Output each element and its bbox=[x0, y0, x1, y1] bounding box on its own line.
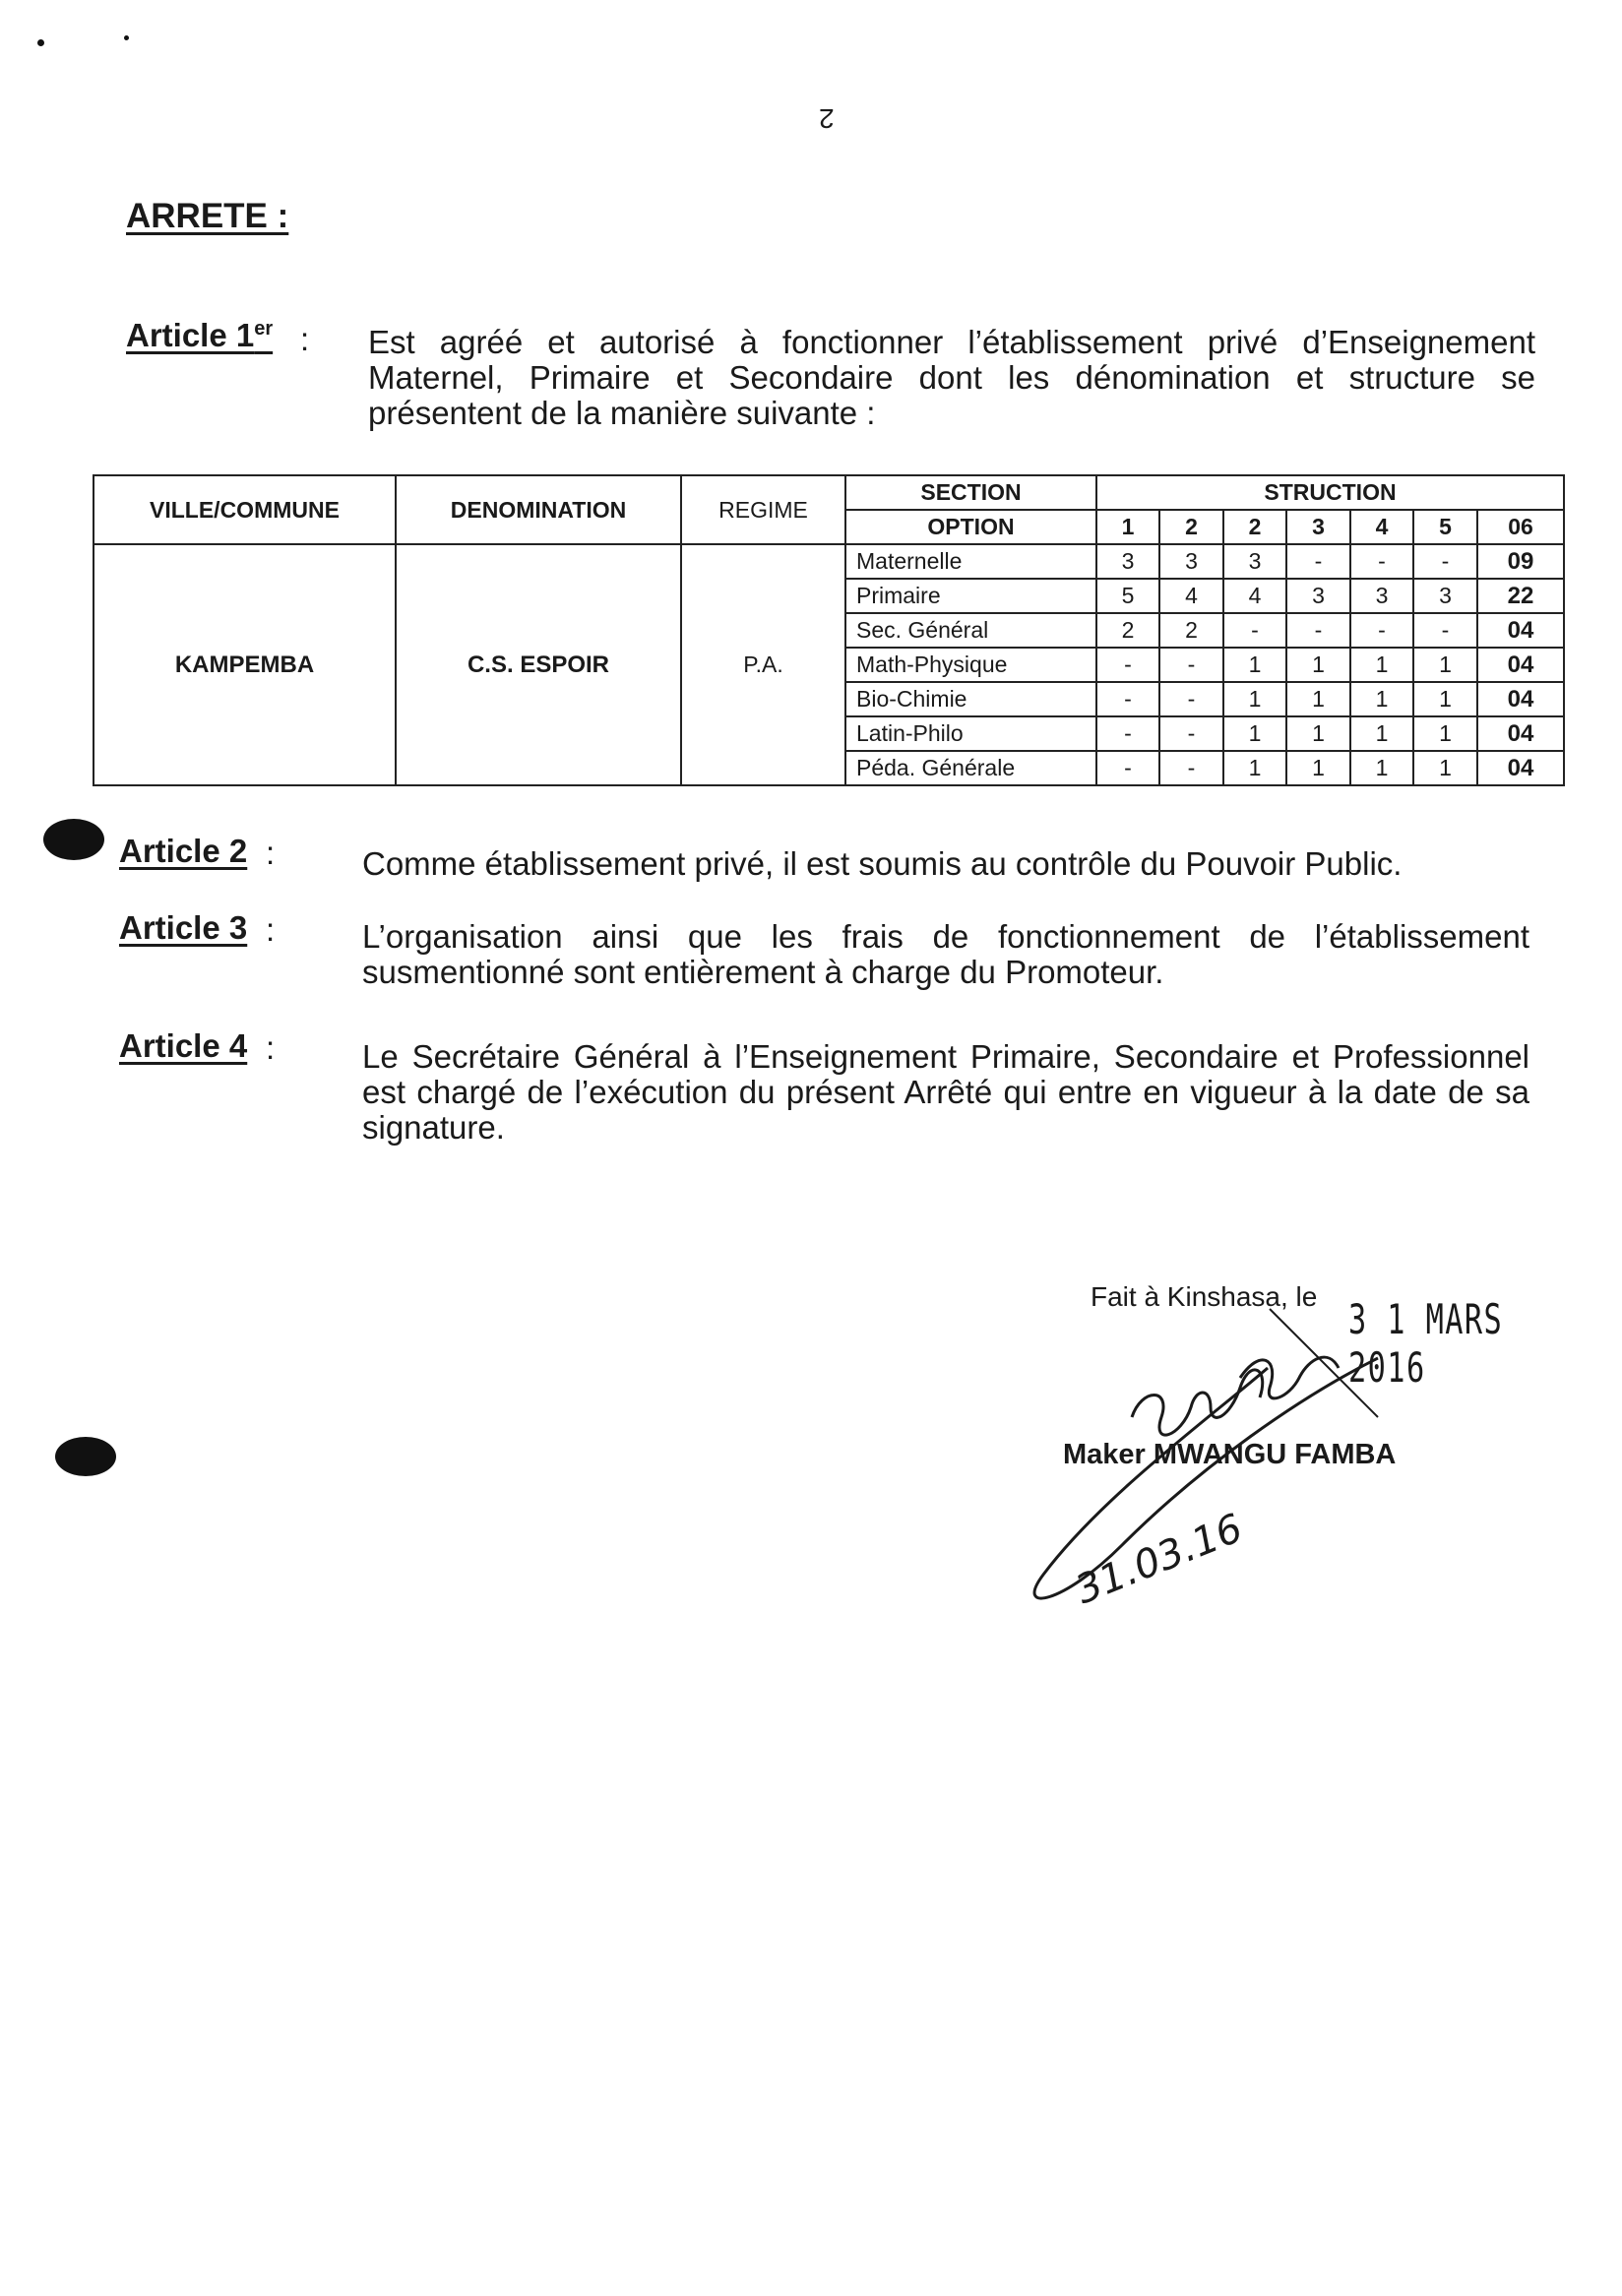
article-1-sup: er bbox=[254, 318, 274, 340]
struct-cell: 1 bbox=[1413, 682, 1477, 716]
struct-cell: - bbox=[1413, 544, 1477, 579]
struct-cell: - bbox=[1286, 544, 1350, 579]
header-col: 5 bbox=[1413, 510, 1477, 544]
denomination-cell: C.S. ESPOIR bbox=[396, 544, 681, 785]
option-cell: Math-Physique bbox=[845, 648, 1096, 682]
struct-cell: 1 bbox=[1413, 648, 1477, 682]
struct-cell: 4 bbox=[1159, 579, 1223, 613]
struct-cell: - bbox=[1286, 613, 1350, 648]
struct-cell: - bbox=[1159, 751, 1223, 785]
article-3-colon: : bbox=[266, 911, 276, 948]
total-cell: 09 bbox=[1477, 544, 1564, 579]
total-cell: 04 bbox=[1477, 682, 1564, 716]
struct-cell: 1 bbox=[1286, 682, 1350, 716]
place-date-label: Fait à Kinshasa, le bbox=[1091, 1281, 1318, 1312]
total-cell: 04 bbox=[1477, 648, 1564, 682]
struct-cell: 3 bbox=[1159, 544, 1223, 579]
header-regime: REGIME bbox=[681, 475, 845, 544]
article-2-text: Comme établissement privé, il est soumis au contrôle du Pouvoir Public. bbox=[362, 845, 1403, 882]
struct-cell: 3 bbox=[1223, 544, 1286, 579]
header-col: 4 bbox=[1350, 510, 1413, 544]
margin-ink-blot bbox=[55, 1437, 116, 1476]
header-col: 1 bbox=[1096, 510, 1159, 544]
total-cell: 04 bbox=[1477, 716, 1564, 751]
struct-cell: 1 bbox=[1223, 648, 1286, 682]
struct-cell: 3 bbox=[1096, 544, 1159, 579]
article-2-colon: : bbox=[266, 835, 276, 871]
struct-cell: 3 bbox=[1413, 579, 1477, 613]
header-col: 06 bbox=[1477, 510, 1564, 544]
total-cell: 04 bbox=[1477, 751, 1564, 785]
struct-cell: - bbox=[1096, 682, 1159, 716]
struct-cell: 5 bbox=[1096, 579, 1159, 613]
regime-cell: P.A. bbox=[681, 544, 845, 785]
struct-cell: - bbox=[1413, 613, 1477, 648]
struct-cell: - bbox=[1096, 648, 1159, 682]
struct-cell: 1 bbox=[1286, 716, 1350, 751]
struct-cell: - bbox=[1223, 613, 1286, 648]
struct-cell: - bbox=[1159, 682, 1223, 716]
struct-cell: - bbox=[1350, 544, 1413, 579]
struct-cell: 3 bbox=[1286, 579, 1350, 613]
struct-cell: 2 bbox=[1159, 613, 1223, 648]
struct-cell: 1 bbox=[1350, 716, 1413, 751]
struct-cell: 1 bbox=[1350, 751, 1413, 785]
total-cell: 04 bbox=[1477, 613, 1564, 648]
option-cell: Sec. Général bbox=[845, 613, 1096, 648]
page-number: 2 bbox=[819, 103, 835, 134]
header-col: 2 bbox=[1159, 510, 1223, 544]
struct-cell: 2 bbox=[1096, 613, 1159, 648]
article-1-colon: : bbox=[300, 321, 310, 357]
decree-heading: ARRETE : bbox=[126, 197, 289, 235]
header-col: 3 bbox=[1286, 510, 1350, 544]
struct-cell: 1 bbox=[1286, 751, 1350, 785]
struct-cell: - bbox=[1159, 648, 1223, 682]
option-cell: Latin-Philo bbox=[845, 716, 1096, 751]
article-4-label-text: Article 4 bbox=[119, 1027, 248, 1064]
struct-cell: 1 bbox=[1350, 648, 1413, 682]
struct-cell: 3 bbox=[1350, 579, 1413, 613]
article-3-label-text: Article 3 bbox=[119, 909, 248, 946]
struct-cell: - bbox=[1096, 716, 1159, 751]
struct-cell: - bbox=[1096, 751, 1159, 785]
header-col: 2 bbox=[1223, 510, 1286, 544]
article-4-text: Le Secrétaire Général à l’Enseignement Primaire, Secondaire et Professionnel est chargé de l’exécution du présent Arrêté qui entre en vigueur à la date de sa signature. bbox=[362, 1038, 1529, 1146]
struct-cell: 1 bbox=[1413, 716, 1477, 751]
signer-name: Maker MWANGU FAMBA bbox=[1063, 1439, 1397, 1470]
date-stamp: 3 1 MARS 2016 bbox=[1348, 1295, 1504, 1392]
struct-cell: - bbox=[1159, 716, 1223, 751]
struct-cell: 1 bbox=[1413, 751, 1477, 785]
header-option: OPTION bbox=[845, 510, 1096, 544]
article-1-label-text: Article 1 bbox=[126, 317, 255, 353]
header-struction: STRUCTION bbox=[1096, 475, 1564, 510]
option-cell: Péda. Générale bbox=[845, 751, 1096, 785]
struct-cell: 1 bbox=[1350, 682, 1413, 716]
total-cell: 22 bbox=[1477, 579, 1564, 613]
article-1-text: Est agréé et autorisé à fonctionner l’établissement privé d’Enseignement Maternel, Primaire et Secondaire dont les dénomination et structure se présentent de la manière suivante : bbox=[368, 324, 1535, 431]
struct-cell: 1 bbox=[1223, 716, 1286, 751]
struct-cell: 4 bbox=[1223, 579, 1286, 613]
option-cell: Maternelle bbox=[845, 544, 1096, 579]
article-4-colon: : bbox=[266, 1029, 276, 1066]
struct-cell: - bbox=[1350, 613, 1413, 648]
article-2-label-text: Article 2 bbox=[119, 833, 248, 869]
struct-cell: 1 bbox=[1223, 682, 1286, 716]
handwritten-date: 31.03.16 bbox=[1069, 1505, 1249, 1614]
header-section: SECTION bbox=[845, 475, 1096, 510]
struct-cell: 1 bbox=[1223, 751, 1286, 785]
header-denomination: DENOMINATION bbox=[396, 475, 681, 544]
ville-cell: KAMPEMBA bbox=[94, 544, 396, 785]
option-cell: Primaire bbox=[845, 579, 1096, 613]
option-cell: Bio-Chimie bbox=[845, 682, 1096, 716]
struct-cell: 1 bbox=[1286, 648, 1350, 682]
article-3-text: L’organisation ainsi que les frais de fonctionnement de l’établissement susmentionné sont entièrement à charge du Promoteur. bbox=[362, 918, 1529, 990]
header-ville: VILLE/COMMUNE bbox=[94, 475, 396, 544]
